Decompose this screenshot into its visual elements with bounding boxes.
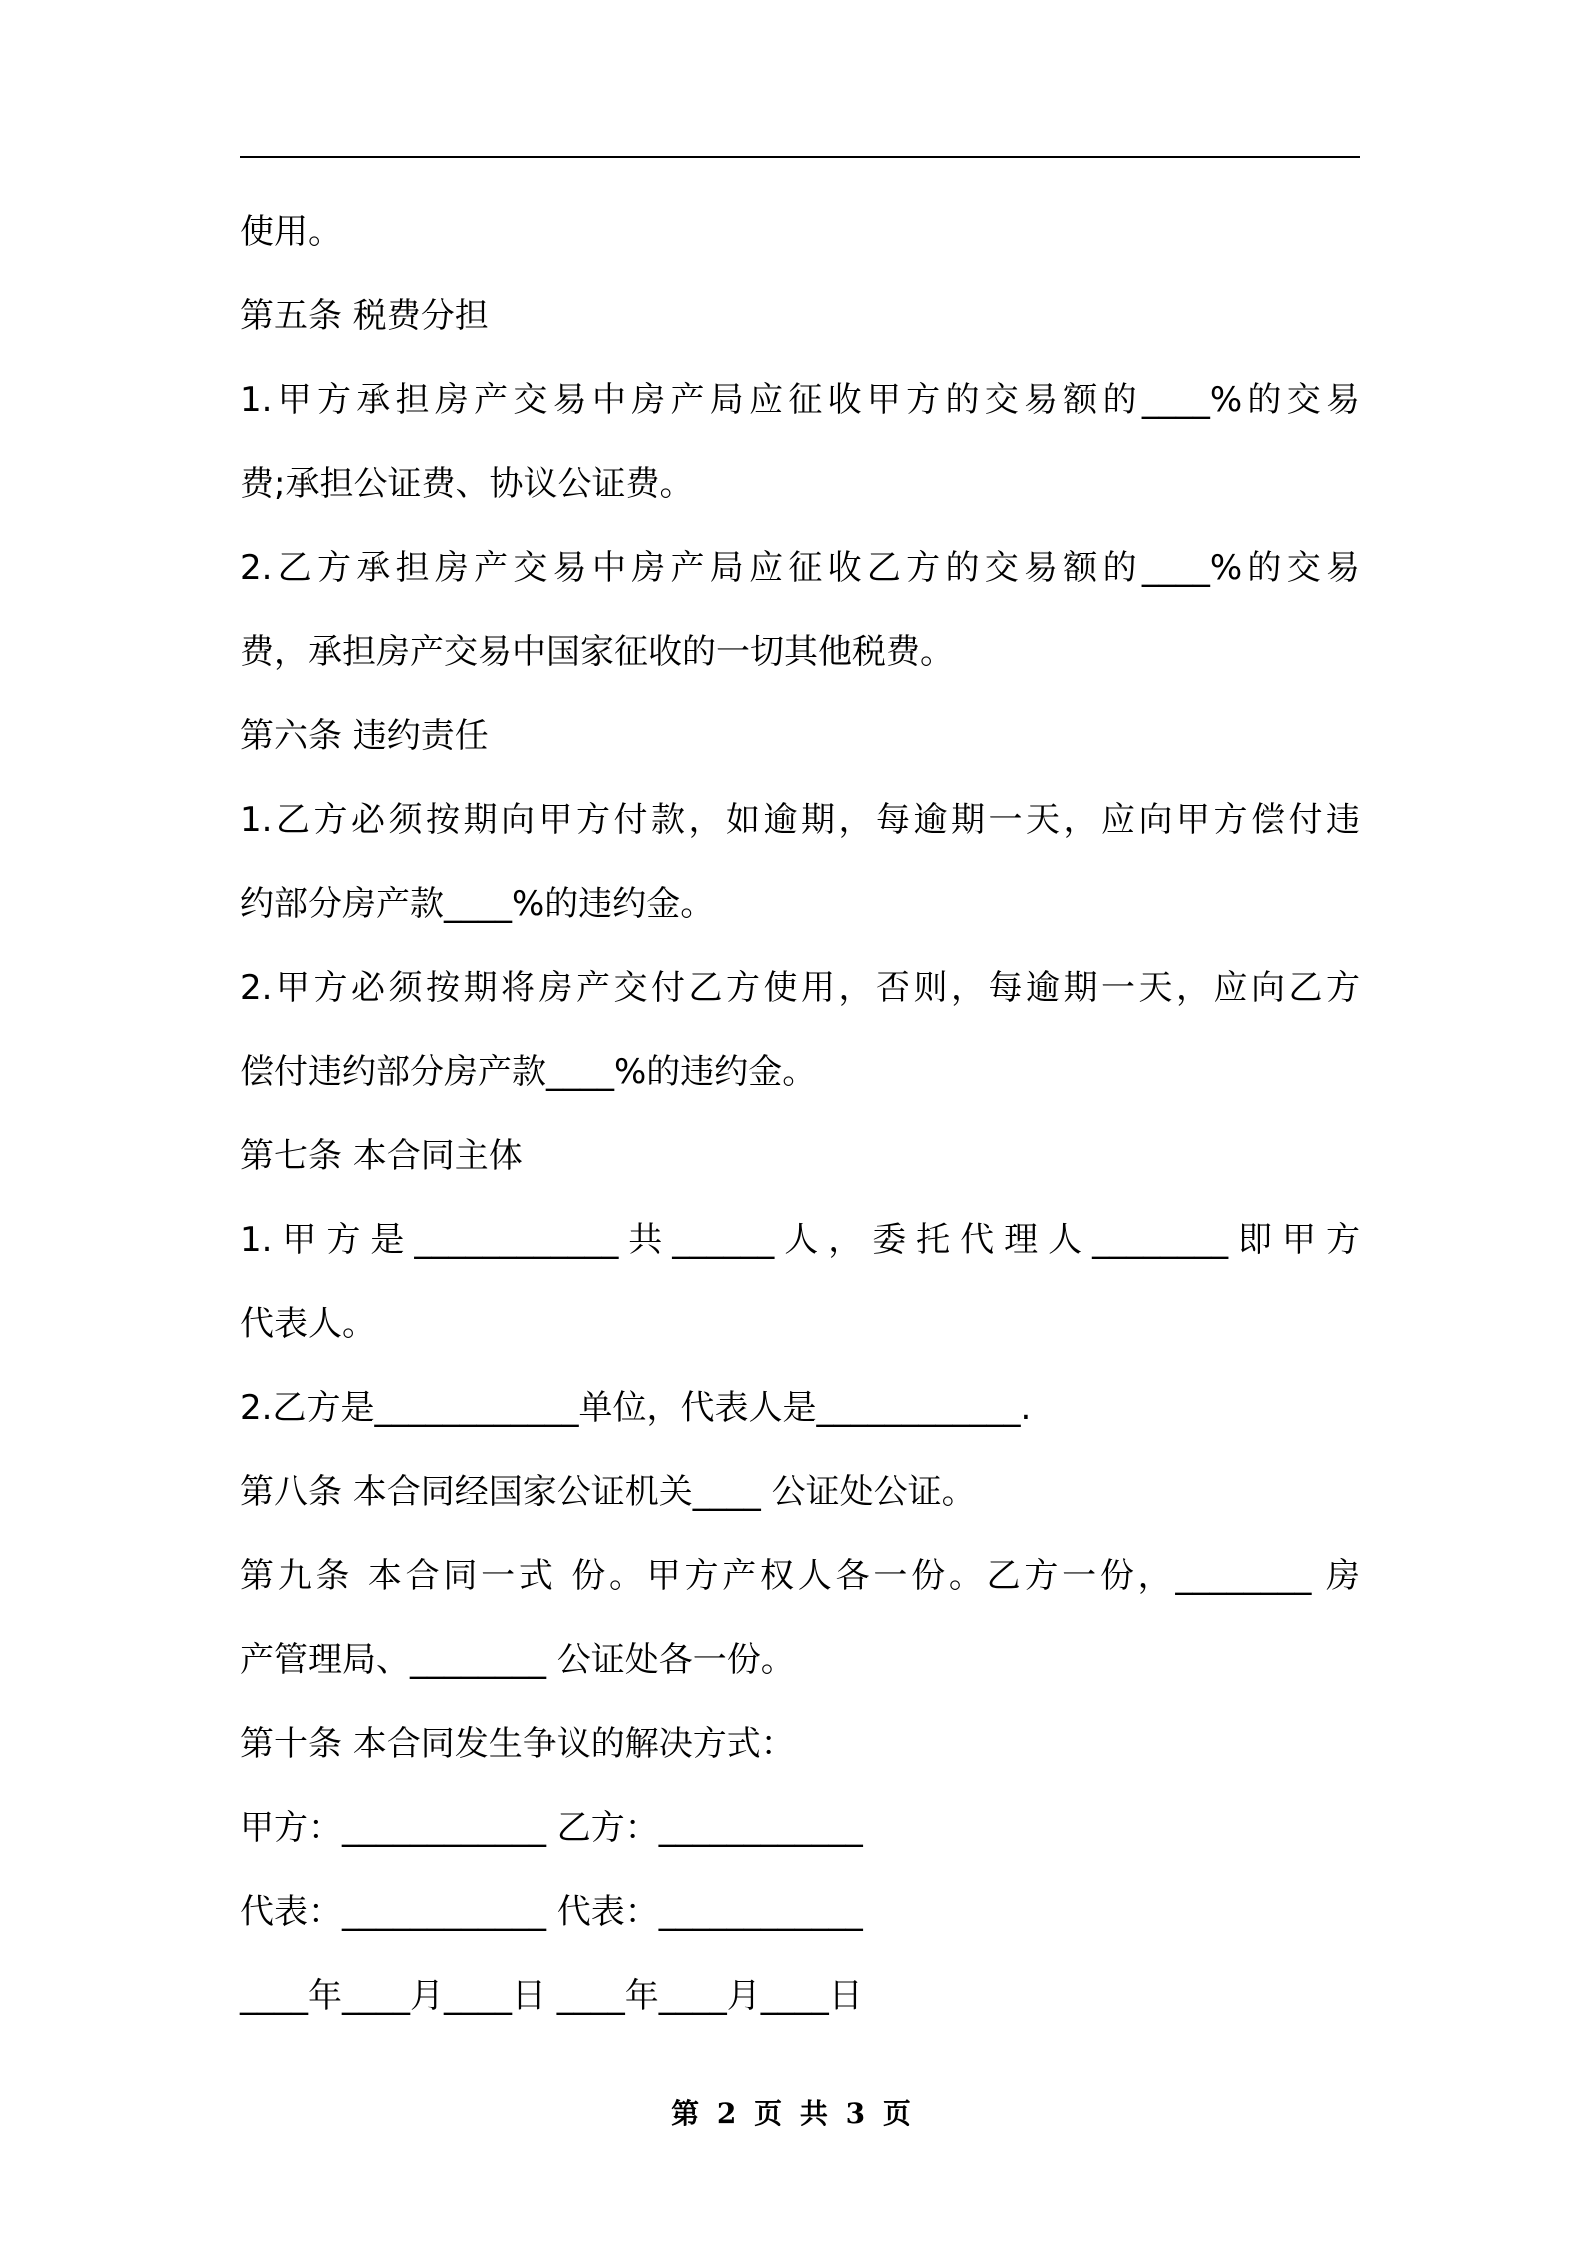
signature-line-party: 甲方：____________ 乙方：____________ <box>240 1808 863 1848</box>
document-line: 1.甲方是____________共______人，委托代理人________即甲方 <box>240 1220 1360 1260</box>
signature-line-representative: 代表：____________ 代表：____________ <box>240 1892 863 1932</box>
section-heading: 第五条 税费分担 <box>240 296 489 336</box>
section-heading: 第八条 本合同经国家公证机关____ 公证处公证。 <box>240 1472 976 1512</box>
document-line: 偿付违约部分房产款____%的违约金。 <box>240 1052 817 1092</box>
document-line: 使用。 <box>240 212 342 252</box>
document-line: 费，承担房产交易中国家征收的一切其他税费。 <box>240 632 954 672</box>
document-line: 约部分房产款____%的违约金。 <box>240 884 715 924</box>
document-line: 1.甲方承担房产交易中房产局应征收甲方的交易额的____%的交易 <box>240 380 1360 420</box>
header-rule <box>240 156 1360 158</box>
document-line: 1.乙方必须按期向甲方付款，如逾期，每逾期一天，应向甲方偿付违 <box>240 800 1360 840</box>
signature-line-date: ____年____月____日 ____年____月____日 <box>240 1976 863 2016</box>
document-line: 第九条 本合同一式 份。甲方产权人各一份。乙方一份，________ 房 <box>240 1556 1360 1596</box>
document-line: 2.乙方是____________单位，代表人是____________. <box>240 1388 1032 1428</box>
page-indicator: 第 2 页 共 3 页 <box>671 2097 915 2130</box>
section-heading: 第七条 本合同主体 <box>240 1136 523 1176</box>
section-heading: 第六条 违约责任 <box>240 716 489 756</box>
document-line: 代表人。 <box>240 1304 376 1344</box>
document-body <box>240 190 1360 2038</box>
document-line: 产管理局、________ 公证处各一份。 <box>240 1640 795 1680</box>
section-heading: 第十条 本合同发生争议的解决方式： <box>240 1724 795 1764</box>
document-line: 费;承担公证费、协议公证费。 <box>240 464 694 504</box>
document-line: 2.乙方承担房产交易中房产局应征收乙方的交易额的____%的交易 <box>240 548 1360 588</box>
document-line: 2.甲方必须按期将房产交付乙方使用，否则，每逾期一天，应向乙方 <box>240 968 1360 1008</box>
